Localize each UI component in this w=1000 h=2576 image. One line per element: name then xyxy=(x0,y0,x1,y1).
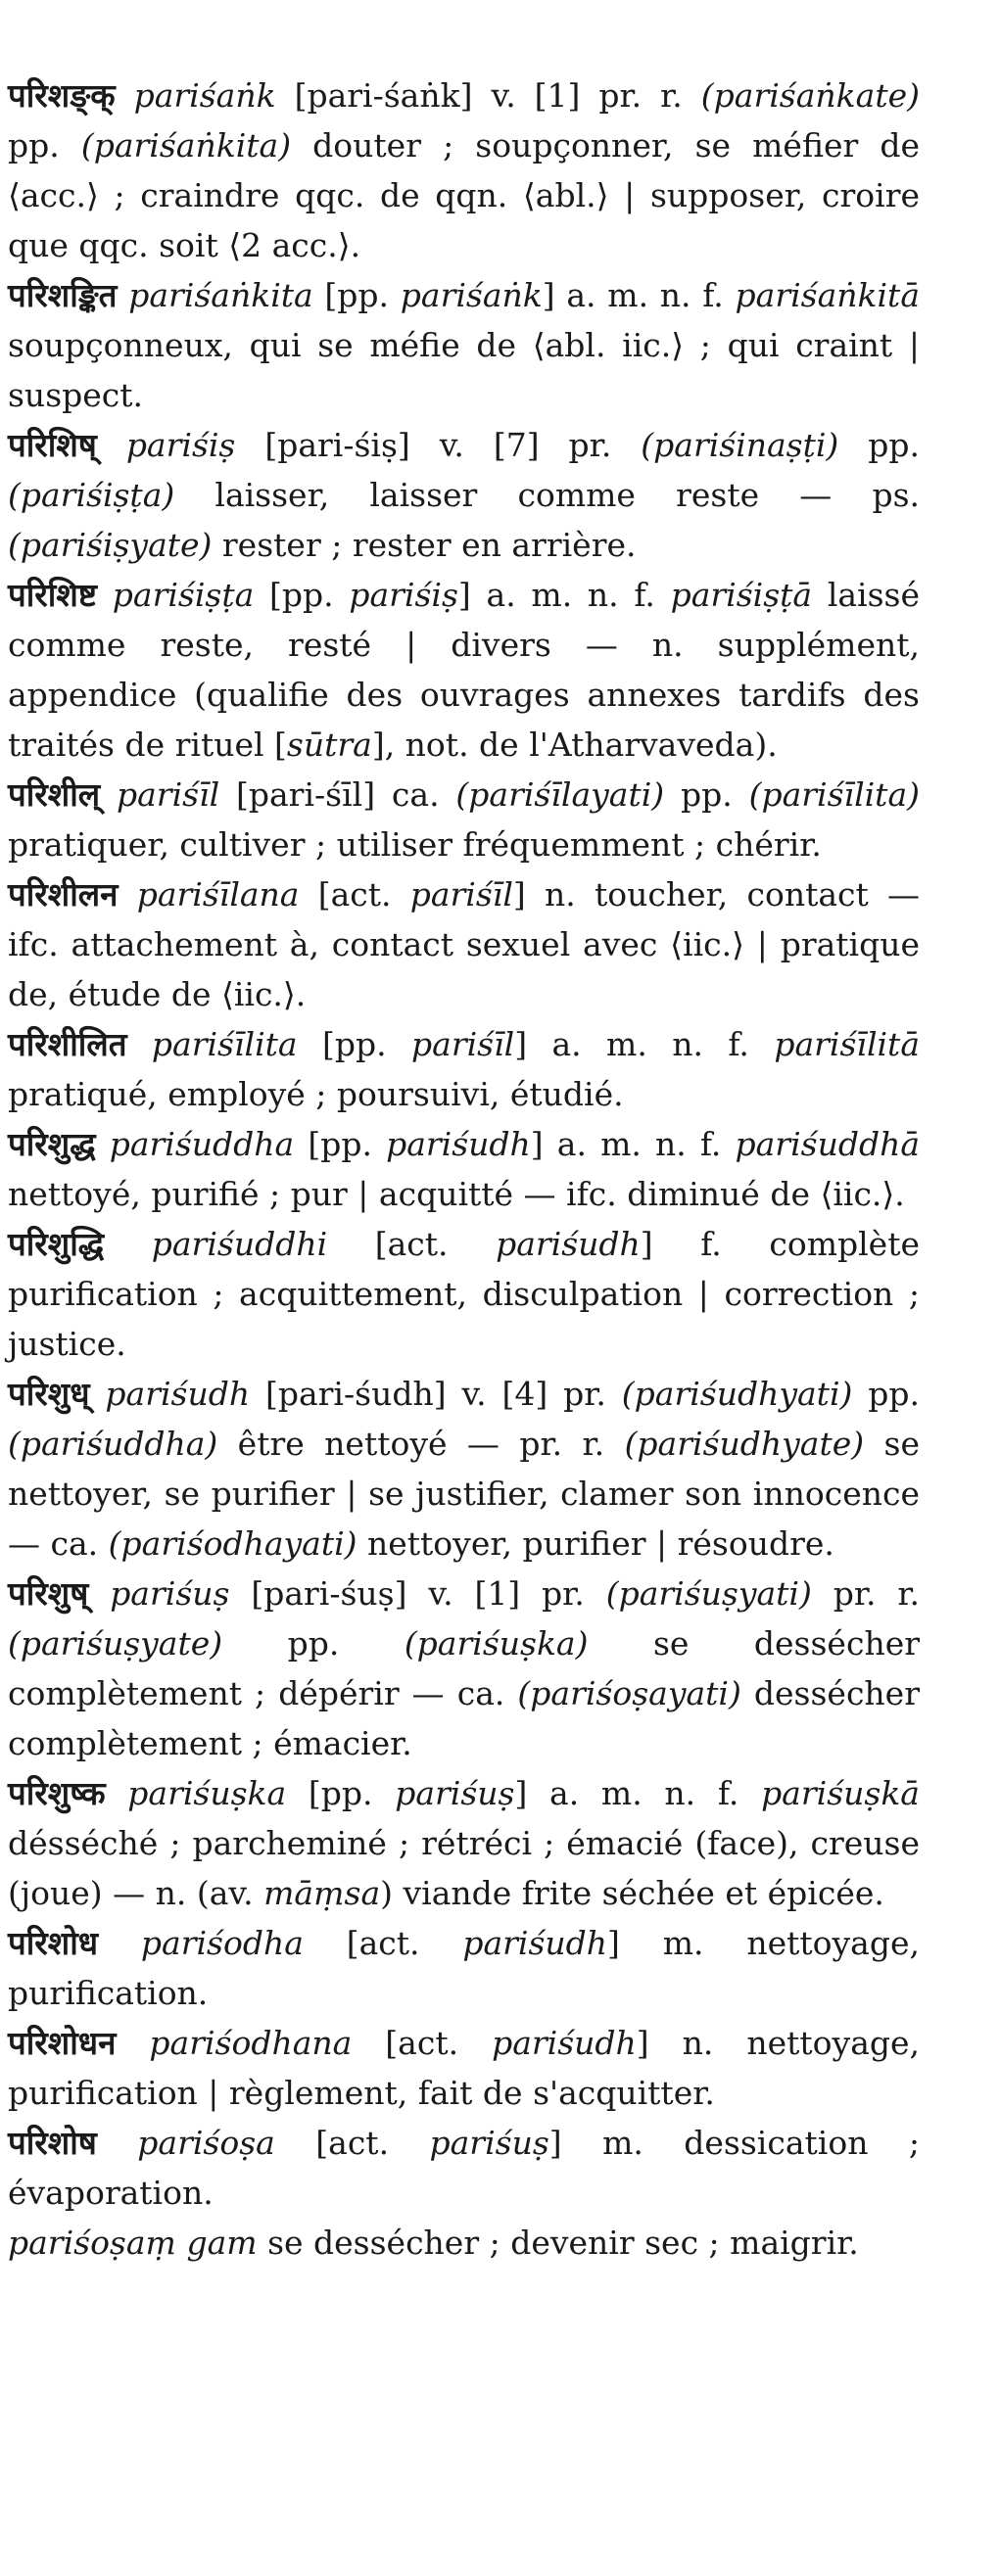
entry-text xyxy=(97,2124,137,2162)
entry-italic-text: pariśīl xyxy=(409,875,513,913)
entry-text: [pp. xyxy=(312,276,401,314)
entry-italic-text: pariśīlita xyxy=(151,1025,298,1063)
entry-text: pratiqué, employé ; poursuivi, étudié. xyxy=(8,1075,624,1113)
entry-headword-devanagari: परिशिष्ट xyxy=(8,576,98,614)
entry-text xyxy=(106,1774,128,1812)
entry-headword-devanagari: परिशुष् xyxy=(8,1574,89,1613)
entry-text: [pp. xyxy=(297,1025,412,1063)
entry-italic-text: (pariśudhyati) xyxy=(621,1375,853,1413)
entry-italic-text: pariśoṣa xyxy=(137,2124,275,2162)
entry-text: [act. xyxy=(327,1225,497,1263)
entry-italic-text: pariśudh xyxy=(496,1225,641,1263)
entry-text: ] m. dessication ; évaporation. xyxy=(8,2124,921,2212)
entry-headword-devanagari: परिशोधन xyxy=(8,2024,117,2062)
dictionary-entry xyxy=(8,1918,920,2018)
entry-italic-text: pariśodha xyxy=(140,1924,304,1962)
entry-italic-text: (pariśuṣka) xyxy=(404,1624,589,1663)
entry-text: ] f. complète purification ; acquittement, disculpation | correction ; justice. xyxy=(8,1225,920,1363)
entry-italic-text: pariśaṅk xyxy=(133,76,276,115)
entry-italic-text: pariśiṣṭa xyxy=(112,576,255,614)
entry-italic-text: pariśuṣka xyxy=(127,1774,287,1812)
entry-text: ], not. de l'Atharvaveda). xyxy=(371,726,778,764)
dictionary-entry xyxy=(8,420,920,570)
entry-italic-text: (pariśuṣyati) xyxy=(605,1574,812,1613)
entry-italic-text: pariśuddha xyxy=(109,1125,295,1163)
entry-text xyxy=(97,576,113,614)
entry-text: [pari-śiṣ] v. [7] pr. xyxy=(235,426,642,464)
entry-text: [pp. xyxy=(254,576,350,614)
entry-headword-devanagari: परिशुद्धि xyxy=(8,1225,105,1263)
entry-italic-text: (pariśiṣyate) xyxy=(8,526,213,564)
dictionary-entry xyxy=(8,2218,920,2268)
entry-text: se nettoyer, se purifier | se justifier, clamer son innocence — ca. xyxy=(8,1425,920,1563)
entry-list xyxy=(8,70,920,2268)
entry-text: laissé comme reste, resté | divers — n. supplément, appendice (qualifie des ouvrages annexes tardifs des traités de rituel [ xyxy=(8,576,921,764)
entry-text: ] m. nettoyage, purification. xyxy=(8,1924,920,2012)
entry-text xyxy=(90,1375,106,1413)
entry-text xyxy=(100,775,117,814)
entry-italic-text: (pariśodhayati) xyxy=(108,1524,357,1563)
entry-headword-devanagari: परिशोध xyxy=(8,1924,99,1962)
dictionary-entry xyxy=(8,2118,920,2218)
entry-text: rester ; rester en arrière. xyxy=(212,526,637,564)
dictionary-entry xyxy=(8,70,920,270)
entry-italic-text: pariśaṅkita xyxy=(128,276,313,314)
dictionary-entry xyxy=(8,1119,920,1219)
entry-italic-text: pariśudh xyxy=(462,1924,608,1962)
entry-italic-text: pariśiṣ xyxy=(125,426,236,464)
entry-italic-text: (pariśuddha) xyxy=(8,1425,218,1463)
entry-text xyxy=(118,875,136,913)
entry-headword-devanagari: परिशोष xyxy=(8,2124,97,2162)
entry-italic-text: pariśudh xyxy=(386,1125,531,1163)
entry-text: [act. xyxy=(352,2024,493,2062)
entry-italic-text: pariśuṣ xyxy=(395,1774,515,1812)
entry-text: dessécher complètement ; émacier. xyxy=(8,1674,920,1762)
entry-italic-text: (pariśuṣyate) xyxy=(8,1624,223,1663)
entry-italic-text: (pariśīlita) xyxy=(748,775,920,814)
entry-text: pp. xyxy=(838,426,920,464)
entry-text: [pari-śaṅk] v. [1] pr. r. xyxy=(275,76,701,115)
entry-text: [pari-śīl] ca. xyxy=(219,775,456,814)
entry-text: se dessécher complètement ; dépérir — ca. xyxy=(8,1624,920,1712)
entry-text: désséché ; parcheminé ; rétréci ; émacié (face), creuse (joue) — n. (av. xyxy=(8,1824,920,1912)
entry-italic-text: pariśīl xyxy=(411,1025,515,1063)
entry-text: [pari-śudh] v. [4] pr. xyxy=(250,1375,622,1413)
entry-text: ] a. m. n. f. xyxy=(514,1774,762,1812)
entry-text: ] a. m. n. f. xyxy=(514,1025,775,1063)
entry-text: douter ; soupçonner, se méfier de ⟨acc.⟩ ; craindre qqc. de qqn. ⟨abl.⟩ | supposer, croire que qqc. soit ⟨2 acc.⟩. xyxy=(8,126,921,264)
entry-italic-text: pariśiṣ xyxy=(349,576,458,614)
entry-text: être nettoyé — pr. r. xyxy=(217,1425,625,1463)
entry-text: nettoyer, purifier | résoudre. xyxy=(357,1524,834,1563)
entry-italic-text: māṃsa xyxy=(263,1874,381,1912)
entry-text: [pari-śuṣ] v. [1] pr. xyxy=(229,1574,606,1613)
entry-text: nettoyé, purifié ; pur | acquitté — ifc. diminué de ⟨iic.⟩. xyxy=(8,1175,905,1213)
entry-headword-devanagari: परिशङ्क् xyxy=(8,76,116,115)
entry-text xyxy=(88,1574,110,1613)
entry-text: pp. xyxy=(222,1624,405,1663)
entry-italic-text: pariśoṣaṃ gam xyxy=(8,2224,258,2262)
entry-text xyxy=(116,76,134,115)
entry-text: pr. r. xyxy=(811,1574,920,1613)
entry-text: ) viande frite séchée et épicée. xyxy=(380,1874,884,1912)
entry-headword-devanagari: परिशुद्ध xyxy=(8,1125,96,1163)
dictionary-entry xyxy=(8,770,920,869)
entry-italic-text: pariśaṅk xyxy=(400,276,543,314)
entry-headword-devanagari: परिशुध् xyxy=(8,1375,90,1413)
entry-text xyxy=(96,1125,110,1163)
entry-text: [pp. xyxy=(294,1125,387,1163)
entry-text: pp. xyxy=(852,1375,920,1413)
entry-text xyxy=(98,1924,141,1962)
entry-italic-text: (pariśinaṣṭi) xyxy=(641,426,839,464)
entry-headword-devanagari: परिशीलित xyxy=(8,1025,127,1063)
entry-text: pp. xyxy=(8,126,81,164)
entry-italic-text: pariśuṣ xyxy=(429,2124,549,2162)
entry-italic-text: pariśīl xyxy=(117,775,220,814)
entry-text: pratiquer, cultiver ; utiliser fréquemment ; chérir. xyxy=(8,825,822,864)
entry-text: ] n. toucher, contact — ifc. attachement à, contact sexuel avec ⟨iic.⟩ | pratique de, étude de ⟨iic.⟩. xyxy=(8,875,920,1013)
dictionary-entry xyxy=(8,270,920,420)
dictionary-entry xyxy=(8,1369,920,1569)
entry-text: pp. xyxy=(664,775,749,814)
entry-text xyxy=(116,2024,149,2062)
entry-italic-text: (pariśoṣayati) xyxy=(517,1674,741,1712)
dictionary-entry xyxy=(8,1768,920,1918)
entry-text xyxy=(97,426,126,464)
dictionary-entry xyxy=(8,570,920,770)
entry-text: soupçonneux, qui se méfie de ⟨abl. iic.⟩ ; qui craint | suspect. xyxy=(8,326,920,414)
dictionary-entry xyxy=(8,1019,920,1119)
entry-headword-devanagari: परिशुष्क xyxy=(8,1774,106,1812)
dictionary-entry xyxy=(8,1569,920,1768)
entry-text: ] a. m. n. f. xyxy=(542,276,736,314)
entry-italic-text: pariśīlitā xyxy=(774,1025,920,1063)
entry-italic-text: (pariśīlayati) xyxy=(455,775,665,814)
entry-headword-devanagari: परिशील् xyxy=(8,775,101,814)
entry-italic-text: (pariśaṅkita) xyxy=(80,126,292,164)
entry-italic-text: pariśodhana xyxy=(149,2024,353,2062)
entry-italic-text: (pariśudhyate) xyxy=(624,1425,865,1463)
entry-italic-text: pariśudh xyxy=(105,1375,251,1413)
entry-italic-text: sūtra xyxy=(286,726,372,764)
entry-italic-text: (pariśiṣṭa) xyxy=(8,476,175,514)
entry-text: [act. xyxy=(299,875,410,913)
entry-italic-text: pariśuddhā xyxy=(735,1125,920,1163)
entry-italic-text: (pariśaṅkate) xyxy=(700,76,920,115)
entry-italic-text: pariśaṅkitā xyxy=(735,276,920,314)
entry-text xyxy=(127,1025,152,1063)
entry-headword-devanagari: परिशङ्कित xyxy=(8,276,118,314)
dictionary-entry xyxy=(8,869,920,1019)
entry-text: ] a. m. n. f. xyxy=(457,576,671,614)
entry-italic-text: pariśīlana xyxy=(136,875,300,913)
entry-headword-devanagari: परिशीलन xyxy=(8,875,119,913)
entry-text xyxy=(104,1225,152,1263)
entry-text: [act. xyxy=(274,2124,430,2162)
entry-text: ] n. nettoyage, purification | règlement, fait de s'acquitter. xyxy=(8,2024,921,2112)
entry-text: laisser, laisser comme reste — ps. xyxy=(174,476,920,514)
entry-text: se dessécher ; devenir sec ; maigrir. xyxy=(257,2224,859,2262)
entry-text: [act. xyxy=(303,1924,463,1962)
dictionary-entry xyxy=(8,1219,920,1369)
entry-text: [pp. xyxy=(286,1774,396,1812)
entry-italic-text: pariśuṣkā xyxy=(761,1774,920,1812)
entry-text: ] a. m. n. f. xyxy=(530,1125,736,1163)
entry-headword-devanagari: परिशिष् xyxy=(8,426,97,464)
entry-italic-text: pariśudh xyxy=(492,2024,637,2062)
dictionary-entry xyxy=(8,2018,920,2118)
entry-italic-text: pariśiṣṭā xyxy=(670,576,813,614)
entry-italic-text: pariśuṣ xyxy=(110,1574,230,1613)
entry-italic-text: pariśuddhi xyxy=(151,1225,328,1263)
entry-text xyxy=(117,276,128,314)
